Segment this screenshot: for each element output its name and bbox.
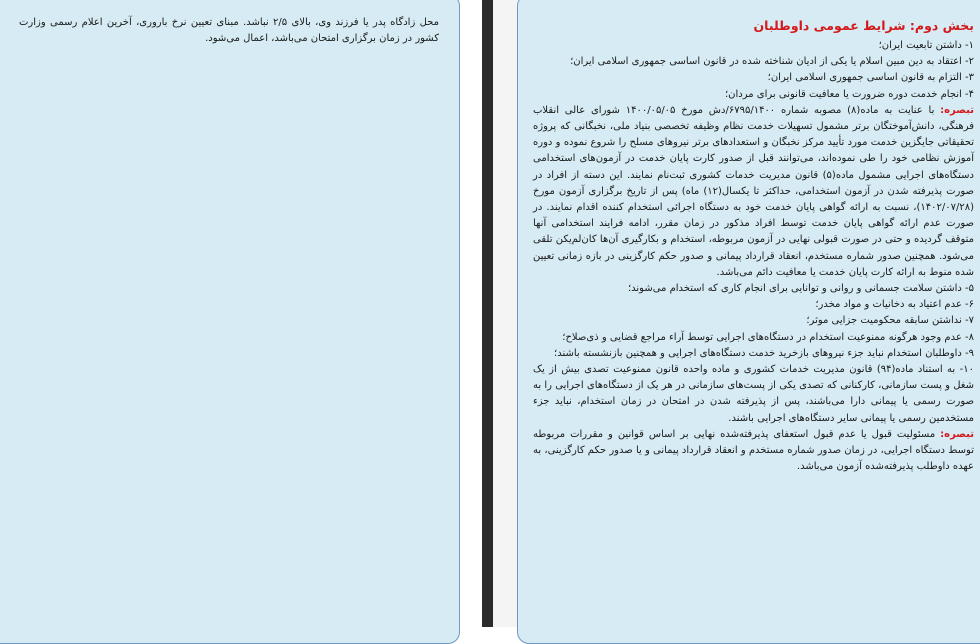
condition-item-6: ۶- عدم اعتیاد به دخانیات و مواد مخدر؛: [815, 299, 974, 311]
condition-item-2: ۲- اعتقاد به دین مبین اسلام یا یکی از ادیان شناخته شده در قانون اساسی جمهوری اسلامی ایران؛: [570, 56, 974, 68]
left-page: [0, 0, 460, 644]
left-page-text: محل زادگاه پدر یا فرزند وی، بالای ۲/۵ نباشد. مبنای تعیین نرخ باروری، آخرین اعلام رسمی وزارت کشور در زمان برگزاری امتحان می‌باشد، اعمال می‌شود.: [19, 17, 439, 44]
condition-item-8: ۸- عدم وجود هرگونه ممنوعیت استخدام در دستگاه‌های اجرایی توسط آراء مراجع قضایی و ذی‌صلاح؛: [562, 331, 974, 343]
section-title: بخش دوم: شرایط عمومی داوطلبان: [753, 18, 974, 33]
note-military-service: [533, 103, 974, 281]
right-page-content: [533, 17, 974, 475]
right-page: [517, 0, 980, 644]
condition-item-3: ۳- التزام به قانون اساسی جمهوری اسلامی ایران؛: [767, 72, 974, 84]
book-gutter: [482, 0, 493, 627]
condition-item-10: ۱۰- به استناد ماده(۹۴) قانون مدیریت خدمات کشوری و ماده واحده قانون ممنوعیت تصدی بیش از یک شغل و پست سازمانی، کارکنانی که تصدی یکی از پست‌های سازمانی در هر یک از دستگاه‌های اجرایی را به صورت رسمی یا پیمانی دارا می‌باشند، پس از پذیرفته شدن در امتحان در زمان استخدام، نباید جزء مستخدمین رسمی یا پیمانی سایر دستگاه‌های اجرایی باشند.: [533, 364, 974, 424]
note-text: با عنایت به ماده(۸) مصوبه شماره ۶۷۹۵/۱۴۰۰/دش مورخ ۱۴۰۰/۰۵/۰۵ شورای عالی انقلاب فرهنگی، دانش‌آموختگان برتر مشمول تسهیلات خدمت نظام وظیفه تخصصی بنیاد ملی، نخبگانی که پروژه تحقیقاتی جایگزین خدمت مورد تأیید مرکز نخبگان و استعدادهای برتر نیروهای مسلح را شروع نموده و دوره آموزش نظامی خود را طی نموده‌اند، می‌توانند قبل از صدور کارت پایان خدمت در آزمون‌های استخدامی دستگاه‌های اجرایی مشمول ماده(۵) قانون مدیریت خدمات کشوری ثبت‌نام نمایند. این دسته از افراد در صورت پذیرفته شدن در آزمون استخدامی، حداکثر تا یکسال(۱۲) ماه) پس از تاریخ برگزاری آزمون مورخ (۱۴۰۲/۰۷/۲۸)، نسبت به ارائه گواهی پایان خدمت خود به دستگاه اجرائی استخدام کننده اقدام نمایند. در صورت عدم ارائه گواهی پایان خدمت توسط افراد مذکور در زمان مقرر، ادامه فرایند استخدامی آنها متوقف گردیده و حتی در صورت قبولی نهایی در آزمون مربوطه، استخدام و بکارگیری آن‌ها کان‌لم‌یکن تلقی می‌شود. همچنین صدور شماره مستخدم، انعقاد قرارداد پیمانی و صدور حکم کارگزینی در بازه زمانی تعیین شده منوط به ارائه کارت پایان خدمت یا معافیت دائم می‌باشد.: [533, 104, 975, 278]
condition-item-9: ۹- داوطلبان استخدام نباید جزء نیروهای بازخرید خدمت دستگاه‌های اجرایی و همچنین بازنشسته باشند؛: [554, 347, 974, 359]
note-label: تبصره:: [940, 428, 974, 440]
note-label: تبصره:: [940, 104, 974, 116]
gutter-shadow: [493, 0, 517, 627]
note-resignation: [533, 427, 974, 476]
condition-item-7: ۷- نداشتن سابقه محکومیت جزایی موثر؛: [806, 315, 974, 327]
condition-item-5: ۵- داشتن سلامت جسمانی و روانی و توانایی برای انجام کاری که استخدام می‌شوند؛: [627, 283, 974, 295]
condition-item-1: ۱- داشتن تابعیت ایران؛: [878, 40, 974, 51]
note-text: مسئولیت قبول یا عدم قبول استعفای پذیرفته‌شده نهایی بر اساس قوانین و مقررات مربوطه توسط دستگاه اجرایی، در زمان صدور شماره مستخدم و انعقاد قرارداد پیمانی و یا صدور حکم کارگزینی، به عهده داوطلب پذیرفته‌شده آزمون می‌باشد.: [533, 428, 974, 473]
condition-item-4: ۴- انجام خدمت دوره ضرورت یا معافیت قانونی برای مردان؛: [725, 88, 974, 100]
